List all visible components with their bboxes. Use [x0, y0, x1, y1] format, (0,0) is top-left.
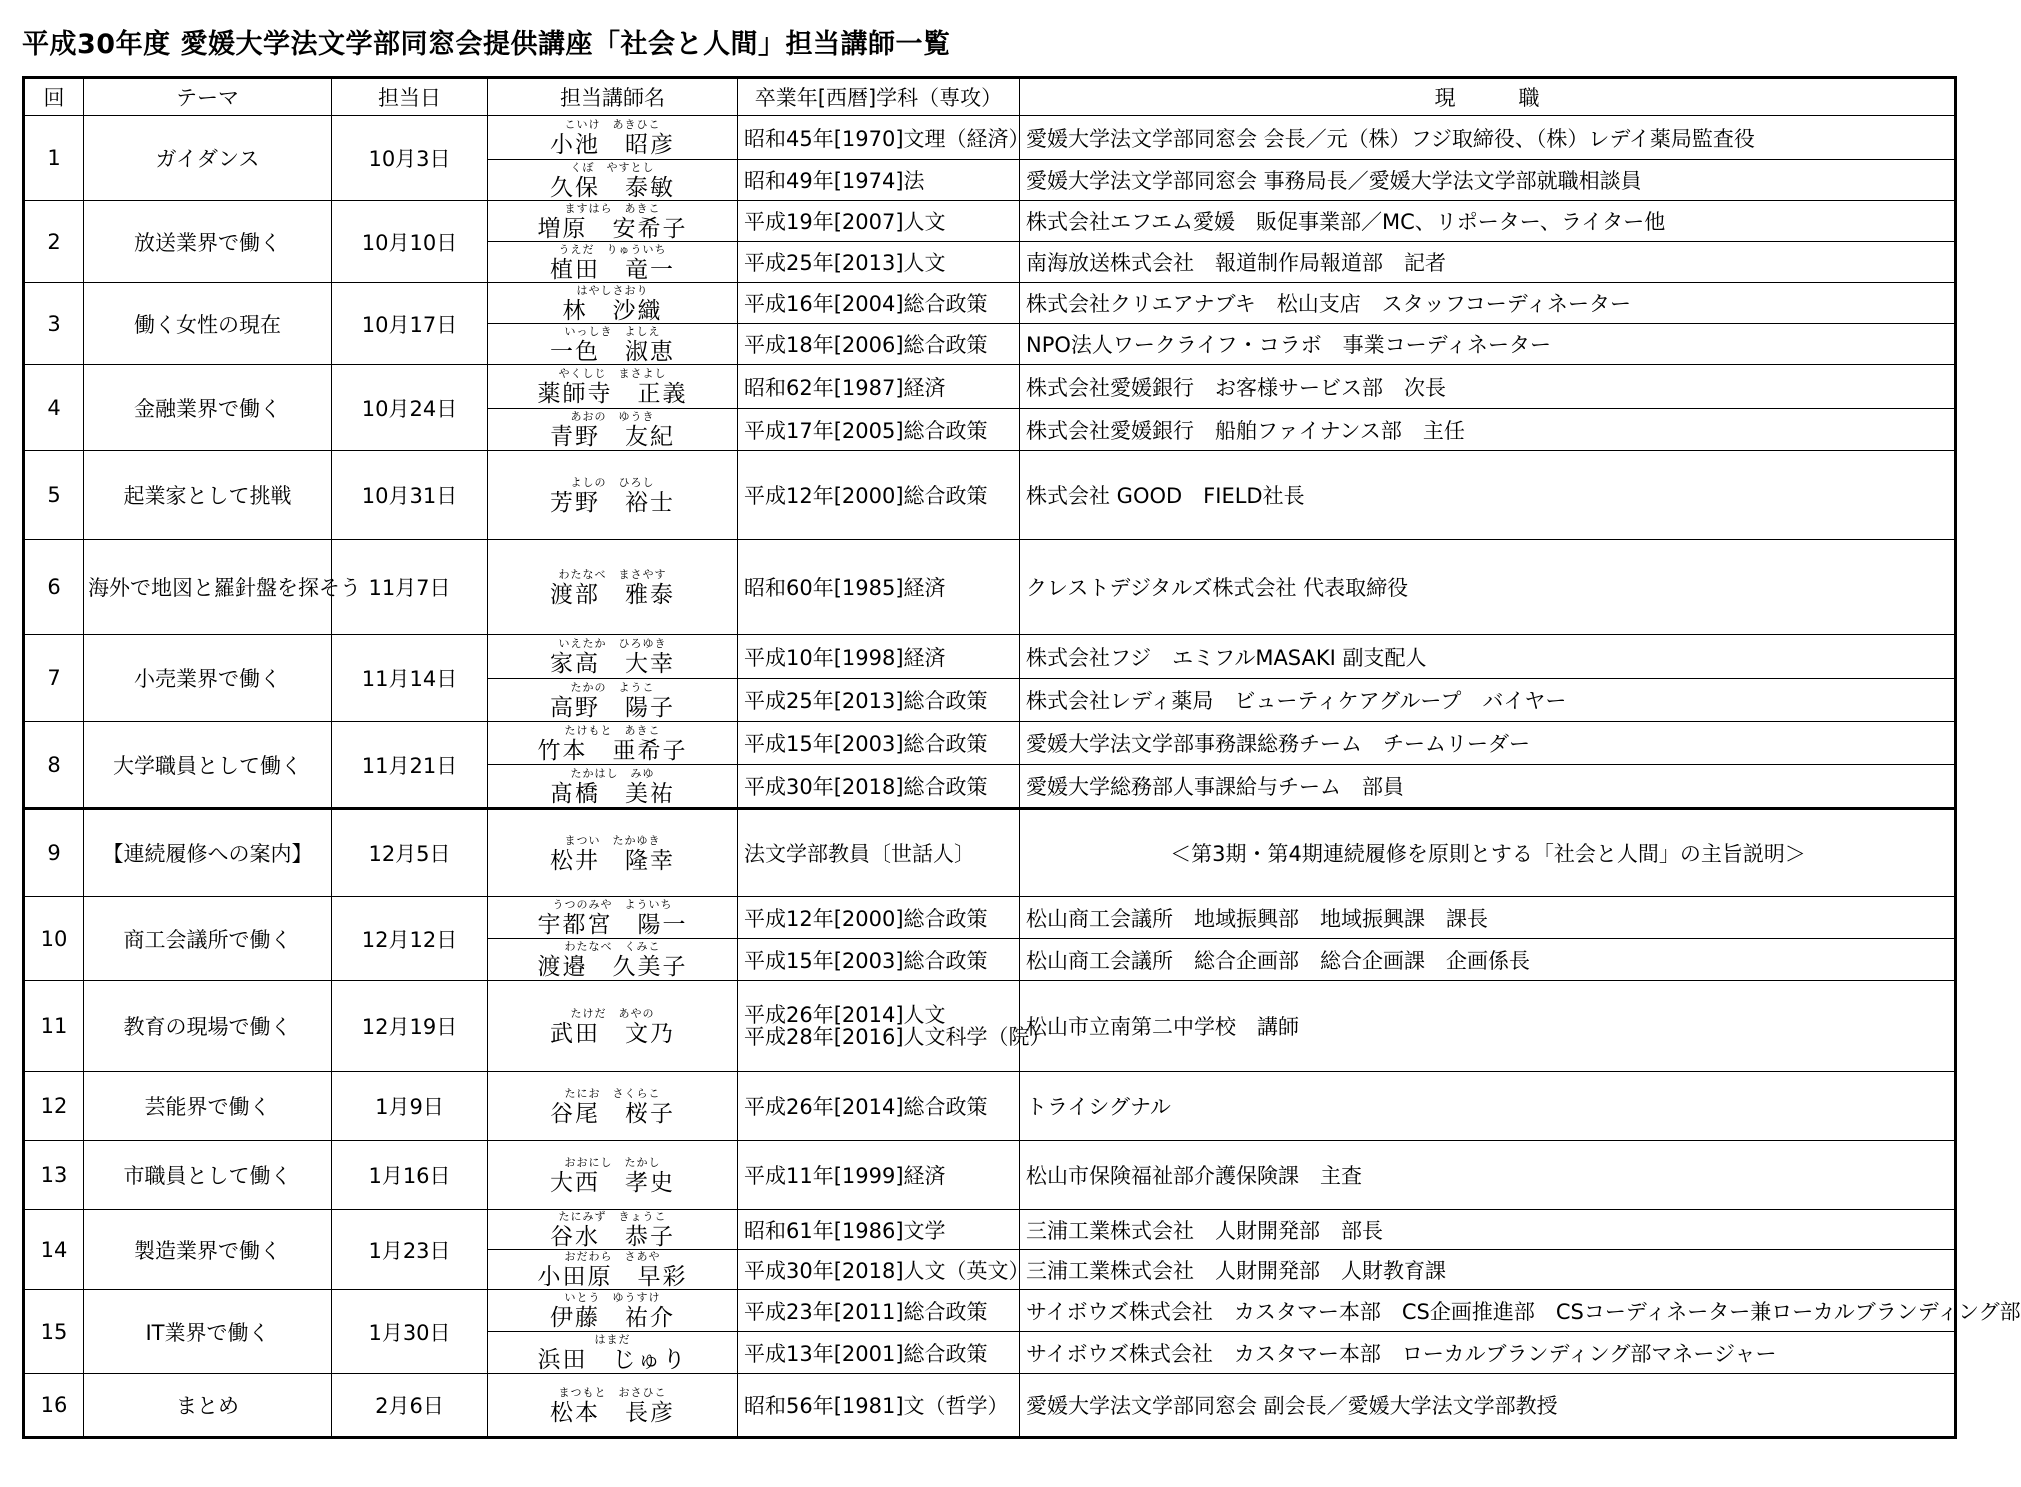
lecturer-furigana: たかはし みゆ [570, 766, 655, 780]
lecturer-name: 松本 長彦 [550, 1399, 675, 1426]
session-date: 11月7日 [332, 540, 488, 635]
lecturer-furigana: よしの ひろし [570, 475, 655, 489]
graduation-info: 昭和60年[1985]経済 [738, 540, 1020, 635]
table-row [24, 365, 1956, 409]
session-date: 11月14日 [332, 635, 488, 722]
session-date: 10月10日 [332, 201, 488, 283]
lecturer-furigana: いえたか ひろゆき [558, 637, 667, 650]
current-position: 株式会社 GOOD FIELD社長 [1020, 451, 1956, 540]
lecturer-name: 青野 友紀 [550, 424, 675, 450]
current-position: 愛媛大学法文学部事務課総務チーム チームリーダー [1020, 722, 1956, 765]
graduation-info: 平成11年[1999]経済 [738, 1141, 1020, 1210]
graduation-info: 平成12年[2000]総合政策 [738, 451, 1020, 540]
current-position: 株式会社クリエアナブキ 松山支店 スタッフコーディネーター [1020, 283, 1956, 324]
graduation-info: 平成18年[2006]総合政策 [738, 324, 1020, 365]
lecturer-name: 高野 陽子 [550, 694, 675, 721]
lecturer-name-cell [488, 1072, 738, 1141]
table-row [24, 116, 1956, 160]
current-position: 株式会社エフエム愛媛 販促事業部／MC、リポーター、ライター他 [1020, 201, 1956, 242]
session-theme: まとめ [84, 1374, 332, 1438]
lecturer-name-cell [488, 283, 738, 324]
current-position: ＜第3期・第4期連続履修を原則とする「社会と人間」の主旨説明＞ [1020, 809, 1956, 897]
session-number: 3 [24, 283, 84, 365]
session-theme: 製造業界で働く [84, 1210, 332, 1290]
lecturer-name: 谷尾 桜子 [550, 1100, 675, 1127]
lecturer-furigana: うえだ りゅういち [558, 242, 667, 256]
lecturer-name: 久保 泰敏 [550, 174, 675, 201]
graduation-info: 平成16年[2004]総合政策 [738, 283, 1020, 324]
lecturer-furigana: まつい たかゆき [564, 833, 661, 847]
lecturer-name-group [538, 898, 688, 937]
lecturer-name-cell [488, 451, 738, 540]
lecturer-name: 小池 昭彦 [550, 132, 675, 158]
lecturer-name-group [550, 476, 675, 515]
lecturer-name: 浜田 じゅり [537, 1347, 688, 1373]
current-position: 三浦工業株式会社 人財開発部 人財教育課 [1020, 1250, 1956, 1290]
lecturer-furigana: やくしじ まさよし [558, 367, 667, 380]
page-title: 平成30年度 愛媛大学法文学部同窓会提供講座「社会と人間」担当講師一覧 [22, 29, 951, 60]
lecturer-name-cell [488, 1210, 738, 1250]
current-position: サイボウズ株式会社 カスタマー本部 ローカルブランディング部マネージャー [1020, 1332, 1956, 1374]
lecturer-name-cell [488, 242, 738, 283]
session-theme: 教育の現場で働く [84, 981, 332, 1072]
session-theme: 【連続履修への案内】 [84, 809, 332, 897]
lecturer-furigana: ますはら あきこ [564, 201, 661, 215]
session-date: 11月21日 [332, 722, 488, 809]
lecturer-name-cell [488, 981, 738, 1072]
session-date: 12月5日 [332, 809, 488, 897]
lecturer-name-cell [488, 809, 738, 897]
current-position: 南海放送株式会社 報道制作局報道部 記者 [1020, 242, 1956, 283]
header-theme: テーマ [84, 78, 332, 116]
session-date: 10月31日 [332, 451, 488, 540]
current-position: 松山市保険福祉部介護保険課 主査 [1020, 1141, 1956, 1210]
session-theme: 芸能界で働く [84, 1072, 332, 1141]
current-position: NPO法人ワークライフ・コラボ 事業コーディネーター [1020, 324, 1956, 365]
lecturer-name-group [538, 1250, 688, 1289]
session-date: 1月9日 [332, 1072, 488, 1141]
current-position: クレストデジタルズ株式会社 代表取締役 [1020, 540, 1956, 635]
table-row [24, 451, 1956, 540]
session-number: 12 [24, 1072, 84, 1141]
lecturer-table [22, 76, 2021, 1439]
graduation-info: 平成26年[2014]総合政策 [738, 1072, 1020, 1141]
current-position: 松山商工会議所 総合企画部 総合企画課 企画係長 [1020, 939, 1956, 981]
current-position: 愛媛大学法文学部同窓会 副会長／愛媛大学法文学部教授 [1020, 1374, 1956, 1438]
graduation-info: 平成15年[2003]総合政策 [738, 722, 1020, 765]
table-row [24, 722, 1956, 765]
lecturer-name-cell [488, 409, 738, 451]
header-lecturer: 担当講師名 [488, 78, 738, 116]
session-date: 2月6日 [332, 1374, 488, 1438]
table-row [24, 1374, 1956, 1438]
lecturer-furigana: いとう ゆうすけ [564, 1291, 661, 1304]
lecturer-name-group [550, 1210, 675, 1249]
lecturer-name-cell [488, 540, 738, 635]
table-row [24, 635, 1956, 679]
graduation-info: 昭和45年[1970]文理（経済） [738, 116, 1020, 160]
lecturer-name: 谷水 恭子 [550, 1224, 675, 1250]
lecturer-name: 渡邉 久美子 [537, 954, 688, 980]
current-position: 三浦工業株式会社 人財開発部 部長 [1020, 1210, 1956, 1250]
table-body [24, 78, 2021, 1438]
lecturer-name-cell [488, 160, 738, 201]
graduation-info: 平成25年[2013]総合政策 [738, 679, 1020, 722]
session-theme: 働く女性の現在 [84, 283, 332, 365]
lecturer-name-group [550, 118, 675, 157]
session-theme: 海外で地図と羅針盤を探そう [84, 540, 332, 635]
table-row [24, 1290, 1956, 1332]
session-number: 14 [24, 1210, 84, 1290]
lecturer-name-group [550, 161, 675, 200]
current-position: 愛媛大学総務部人事課給与チーム 部員 [1020, 765, 1956, 809]
lecturer-name: 宇都宮 陽一 [537, 912, 688, 938]
lecturer-furigana: たけもと あきこ [564, 723, 661, 737]
lecturer-furigana: わたなべ くみこ [564, 940, 661, 953]
lecturer-name-cell [488, 1374, 738, 1438]
graduation-info: 平成30年[2018]人文（英文） [738, 1250, 1020, 1290]
table-row [24, 201, 1956, 242]
lecturer-furigana: たにみず きょうこ [558, 1210, 667, 1223]
lecturer-furigana: うつのみや よういち [552, 898, 673, 911]
lecturer-name-group [550, 1386, 675, 1425]
lecturer-name-cell [488, 201, 738, 242]
session-number: 15 [24, 1290, 84, 1374]
lecturer-name-group [550, 325, 675, 364]
session-theme: 小売業界で働く [84, 635, 332, 722]
session-theme: ガイダンス [84, 116, 332, 201]
lecturer-name: 家高 大幸 [550, 651, 675, 677]
session-number: 4 [24, 365, 84, 451]
lecturer-name-group [538, 367, 688, 406]
lecturer-name-cell [488, 116, 738, 160]
session-date: 1月16日 [332, 1141, 488, 1210]
current-position: サイボウズ株式会社 カスタマー本部 CS企画推進部 CSコーディネーター兼ローカルブランディング部 [1020, 1290, 1956, 1332]
lecturer-name-group [550, 243, 675, 282]
current-position: 株式会社レディ薬局 ビューティケアグループ バイヤー [1020, 679, 1956, 722]
lecturer-furigana: くぼ やすとし [570, 160, 655, 174]
lecturer-name: 林 沙織 [562, 297, 663, 324]
lecturer-furigana: おだわら さあや [564, 1250, 661, 1263]
session-theme: 大学職員として働く [84, 722, 332, 809]
lecturer-name-cell [488, 1250, 738, 1290]
session-number: 11 [24, 981, 84, 1072]
lecturer-name-group [538, 1333, 688, 1372]
session-number: 8 [24, 722, 84, 809]
graduation-info: 昭和56年[1981]文（哲学） [738, 1374, 1020, 1438]
graduation-info: 法文学部教員〔世話人〕 [738, 809, 1020, 897]
lecturer-name-group [550, 767, 675, 806]
current-position: 愛媛大学法文学部同窓会 会長／元（株）フジ取締役、（株）レデイ薬局監査役 [1020, 116, 1956, 160]
lecturer-name-cell [488, 939, 738, 981]
lecturer-name-group [538, 724, 688, 763]
header-graduation: 卒業年[西暦]学科（専攻） [738, 78, 1020, 116]
lecturer-name-group [538, 202, 688, 241]
session-date: 12月19日 [332, 981, 488, 1072]
lecturer-name-group [563, 284, 663, 323]
current-position: 松山商工会議所 地域振興部 地域振興課 課長 [1020, 897, 1956, 939]
session-date: 1月23日 [332, 1210, 488, 1290]
lecturer-name-group [550, 834, 675, 873]
current-position: 株式会社愛媛銀行 船舶ファイナンス部 主任 [1020, 409, 1956, 451]
session-number: 5 [24, 451, 84, 540]
graduation-info: 昭和49年[1974]法 [738, 160, 1020, 201]
lecturer-name-cell [488, 365, 738, 409]
lecturer-furigana: たかの ようこ [570, 680, 655, 694]
lecturer-name: 植田 竜一 [550, 256, 675, 283]
lecturer-furigana: おおにし たかし [564, 1155, 661, 1169]
lecturer-furigana: まつもと おさひこ [558, 1385, 667, 1399]
lecturer-name-group [550, 637, 675, 676]
table-row [24, 1210, 1956, 1250]
lecturer-name: 増原 安希子 [537, 215, 688, 242]
current-position: 松山市立南第二中学校 講師 [1020, 981, 1956, 1072]
table-row [24, 1072, 1956, 1141]
graduation-info: 平成30年[2018]総合政策 [738, 765, 1020, 809]
session-theme: 商工会議所で働く [84, 897, 332, 981]
lecturer-name-cell [488, 897, 738, 939]
lecturer-name: 芳野 裕士 [550, 489, 675, 516]
graduation-info: 平成12年[2000]総合政策 [738, 897, 1020, 939]
header-job: 現 職 [1020, 78, 1956, 116]
header-row [24, 78, 1956, 116]
header-date: 担当日 [332, 78, 488, 116]
graduation-info: 平成13年[2001]総合政策 [738, 1332, 1020, 1374]
session-number: 2 [24, 201, 84, 283]
table-row [24, 283, 1956, 324]
lecturer-name-group [550, 1087, 675, 1126]
graduation-info: 平成25年[2013]人文 [738, 242, 1020, 283]
session-number: 6 [24, 540, 84, 635]
lecturer-name-cell [488, 1290, 738, 1332]
graduation-info: 平成10年[1998]経済 [738, 635, 1020, 679]
lecturer-name: 武田 文乃 [550, 1020, 675, 1047]
graduation-info: 平成19年[2007]人文 [738, 201, 1020, 242]
current-position: 株式会社フジ エミフルMASAKI 副支配人 [1020, 635, 1956, 679]
lecturer-name-cell [488, 722, 738, 765]
session-number: 1 [24, 116, 84, 201]
lecturer-name-cell [488, 1332, 738, 1374]
lecturer-name-group [538, 940, 688, 979]
lecturer-name-group [550, 410, 675, 449]
lecturer-name: 竹本 亜希子 [537, 737, 688, 764]
lecturer-furigana: いっしき よしえ [564, 324, 661, 338]
session-number: 16 [24, 1374, 84, 1438]
lecturer-name: 薬師寺 正義 [537, 381, 688, 407]
graduation-info: 昭和62年[1987]経済 [738, 365, 1020, 409]
session-number: 7 [24, 635, 84, 722]
lecturer-name: 小田原 早彩 [537, 1264, 688, 1290]
session-theme: IT業界で働く [84, 1290, 332, 1374]
table-row [24, 897, 1956, 939]
lecturer-name-group [550, 1156, 675, 1195]
table-row [24, 981, 1956, 1072]
session-number: 10 [24, 897, 84, 981]
lecturer-name-cell [488, 1141, 738, 1210]
session-date: 10月3日 [332, 116, 488, 201]
current-position: 愛媛大学法文学部同窓会 事務局長／愛媛大学法文学部就職相談員 [1020, 160, 1956, 201]
session-theme: 市職員として働く [84, 1141, 332, 1210]
current-position: 株式会社愛媛銀行 お客様サービス部 次長 [1020, 365, 1956, 409]
lecturer-furigana: はやしさおり [576, 283, 649, 297]
lecturer-name: 髙橋 美祐 [550, 780, 675, 807]
lecturer-name: 松井 隆幸 [550, 847, 675, 874]
graduation-info: 平成17年[2005]総合政策 [738, 409, 1020, 451]
lecturer-name: 大西 孝史 [550, 1169, 675, 1196]
lecturer-name-cell [488, 324, 738, 365]
graduation-info: 平成23年[2011]総合政策 [738, 1290, 1020, 1332]
lecturer-name-cell [488, 635, 738, 679]
lecturer-furigana: わたなべ まさやす [558, 567, 667, 581]
graduation-info: 昭和61年[1986]文学 [738, 1210, 1020, 1250]
current-position: トライシグナル [1020, 1072, 1956, 1141]
table-row [24, 809, 1956, 897]
graduation-info [738, 981, 1051, 1072]
table-row [24, 540, 1956, 635]
session-theme: 金融業界で働く [84, 365, 332, 451]
lecturer-name-group [550, 1291, 675, 1330]
lecturer-name-cell [488, 679, 738, 722]
graduation-line: 平成26年[2014]人文 [744, 1003, 946, 1027]
session-date: 10月17日 [332, 283, 488, 365]
lecturer-name: 一色 淑恵 [550, 338, 675, 365]
lecturer-furigana: はまだ [594, 1333, 631, 1346]
lecturer-name-group [550, 681, 675, 720]
lecturer-furigana: たにお さくらこ [564, 1086, 661, 1100]
session-number: 9 [24, 809, 84, 897]
session-date: 12月12日 [332, 897, 488, 981]
table-row [24, 1141, 1956, 1210]
session-number: 13 [24, 1141, 84, 1210]
lecturer-name: 伊藤 祐介 [550, 1305, 675, 1331]
graduation-info: 平成15年[2003]総合政策 [738, 939, 1020, 981]
header-no: 回 [24, 78, 84, 116]
lecturer-name-cell [488, 765, 738, 809]
session-date: 10月24日 [332, 365, 488, 451]
lecturer-name-group [550, 1007, 675, 1046]
graduation-line: 平成28年[2016]人文科学（院） [744, 1025, 1051, 1049]
session-theme: 放送業界で働く [84, 201, 332, 283]
lecturer-furigana: たけだ あやの [570, 1006, 655, 1020]
lecturer-name-group [550, 568, 675, 607]
lecturer-furigana: あおの ゆうき [570, 410, 655, 423]
lecturer-name: 渡部 雅泰 [550, 581, 675, 608]
lecturer-furigana: こいけ あきひこ [564, 118, 661, 131]
session-theme: 起業家として挑戦 [84, 451, 332, 540]
session-date: 1月30日 [332, 1290, 488, 1374]
